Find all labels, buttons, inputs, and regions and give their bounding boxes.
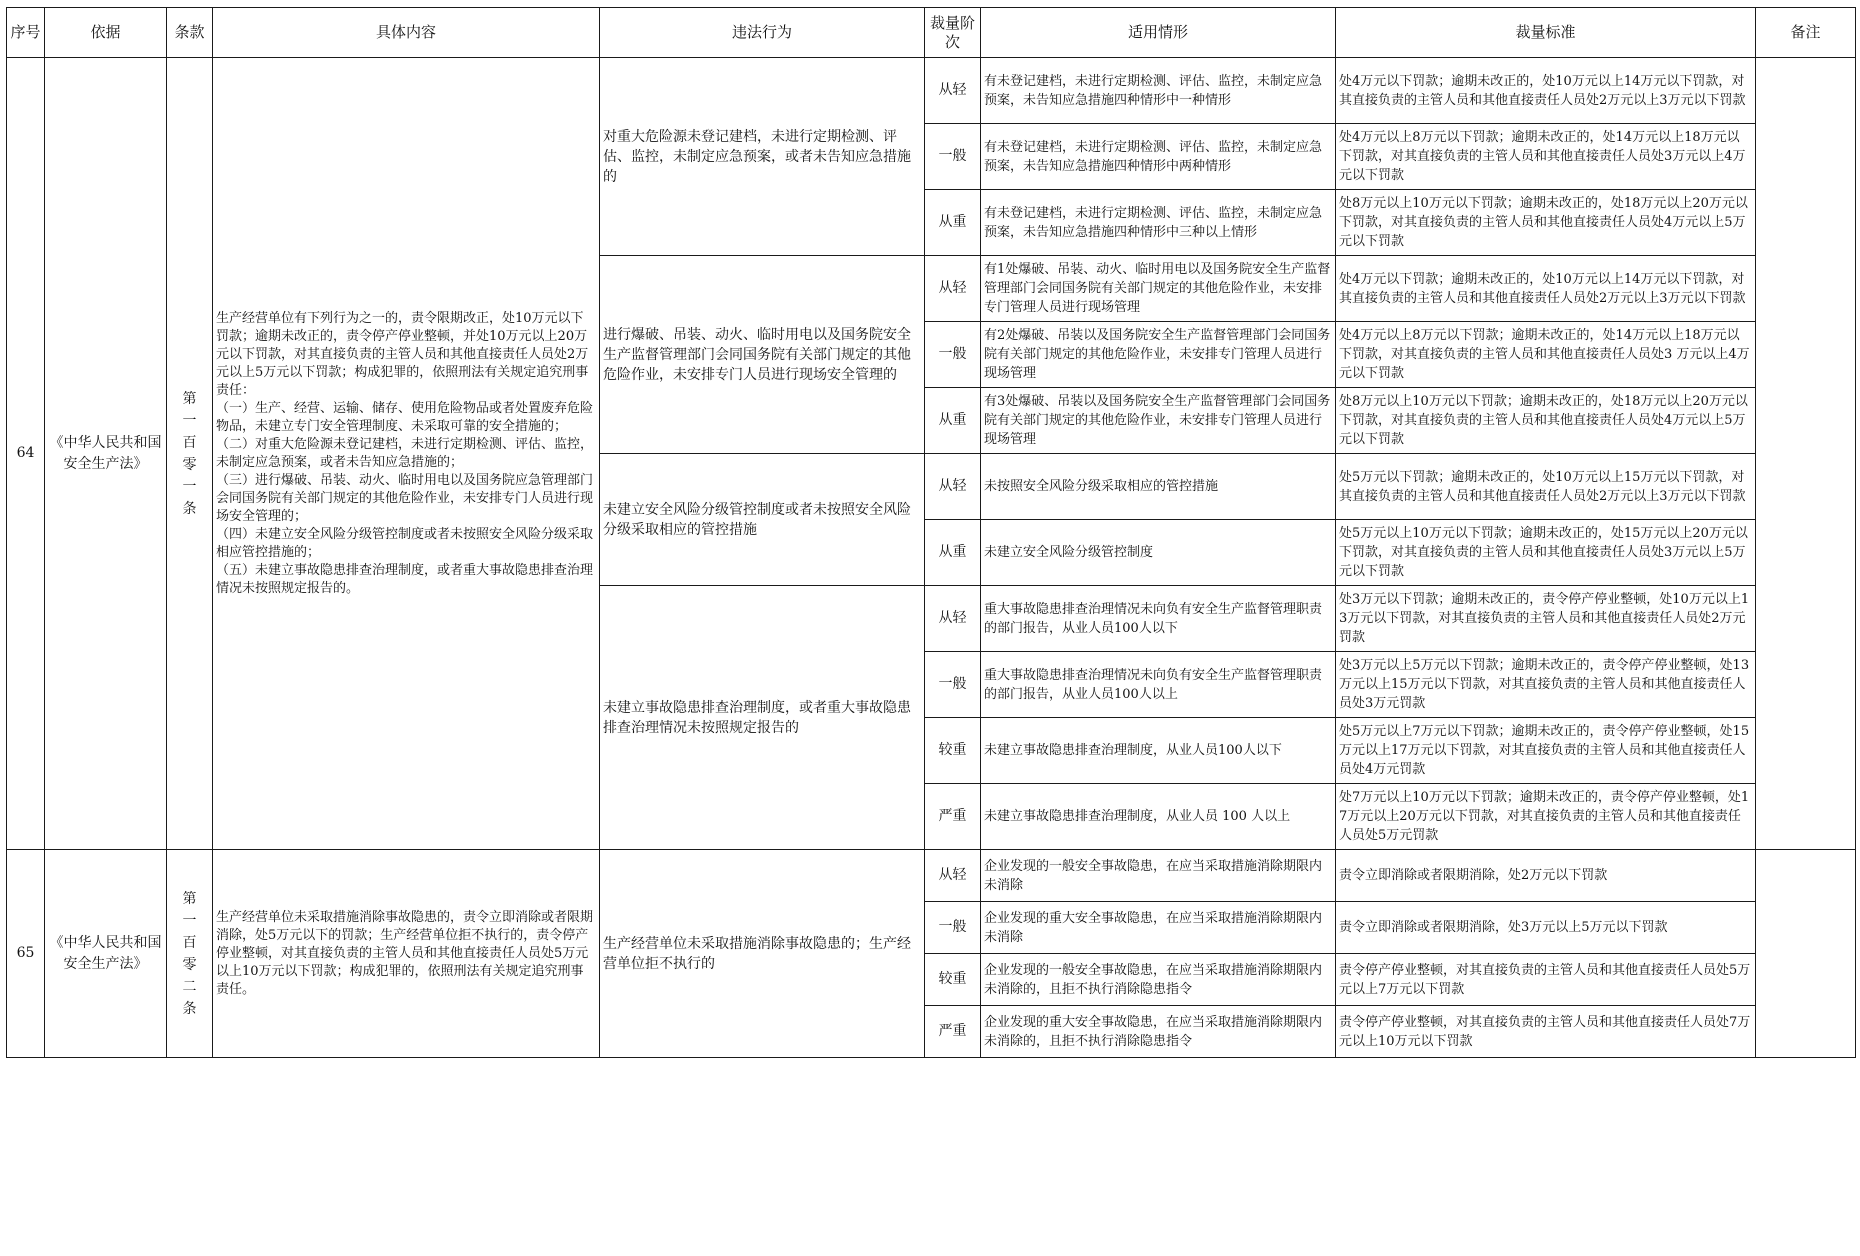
penalty-discretion-table [6,7,1856,1058]
standard-cell: 处5万元以上10万元以下罚款；逾期未改正的，处15万元以上20万元以下罚款，对其直接负责的主管人员和其他直接责任人员处3万元以上5万元以下罚款 [1336,520,1756,586]
situation-cell: 企业发现的一般安全事故隐患，在应当采取措施消除期限内未消除 [981,850,1336,902]
header-violation: 违法行为 [600,8,925,58]
situation-cell: 企业发现的重大安全事故隐患，在应当采取措施消除期限内未消除 [981,902,1336,954]
header-no: 序号 [7,8,45,58]
row-number-64: 64 [7,58,45,850]
level-cell: 从轻 [925,586,981,652]
level-cell: 一般 [925,124,981,190]
level-cell: 从轻 [925,58,981,124]
violation-64-2: 进行爆破、吊装、动火、临时用电以及国务院安全生产监督管理部门会同国务院有关部门规定的其他危险作业，未安排专门人员进行现场安全管理的 [600,256,925,454]
standard-cell: 处5万元以下罚款；逾期未改正的，处10万元以上15万元以下罚款，对其直接负责的主管人员和其他直接责任人员处2万元以上3万元以下罚款 [1336,454,1756,520]
situation-cell: 有2处爆破、吊装以及国务院安全生产监督管理部门会同国务院有关部门规定的其他危险作业，未安排专门管理人员进行现场管理 [981,322,1336,388]
situation-cell: 有3处爆破、吊装以及国务院安全生产监督管理部门会同国务院有关部门规定的其他危险作业，未安排专门管理人员进行现场管理 [981,388,1336,454]
level-cell: 一般 [925,322,981,388]
situation-cell: 重大事故隐患排查治理情况未向负有安全生产监督管理职责的部门报告，从业人员100人以下 [981,586,1336,652]
standard-cell: 处4万元以上8万元以下罚款；逾期未改正的，处14万元以上18万元以下罚款，对其直接负责的主管人员和其他直接责任人员处3 万元以上4万元以下罚款 [1336,322,1756,388]
standard-cell: 处4万元以下罚款；逾期未改正的，处10万元以上14万元以下罚款，对其直接负责的主管人员和其他直接责任人员处2万元以上3万元以下罚款 [1336,58,1756,124]
level-cell: 较重 [925,718,981,784]
standard-cell: 处3万元以下罚款；逾期未改正的，责令停产停业整顿，处10万元以上13万元以下罚款，对其直接负责的主管人员和其他直接责任人员处2万元罚款 [1336,586,1756,652]
level-cell: 从重 [925,520,981,586]
situation-cell: 企业发现的一般安全事故隐患，在应当采取措施消除期限内未消除的，且拒不执行消除隐患指令 [981,954,1336,1006]
content-64 [213,58,600,850]
situation-cell: 未建立事故隐患排查治理制度，从业人员100人以下 [981,718,1336,784]
violation-65: 生产经营单位未采取措施消除事故隐患的；生产经营单位拒不执行的 [600,850,925,1058]
standard-cell: 处3万元以上5万元以下罚款；逾期未改正的，责令停产停业整顿，处13万元以上15万元以下罚款，对其直接负责的主管人员和其他直接责任人员处3万元罚款 [1336,652,1756,718]
level-cell: 一般 [925,652,981,718]
clause-65 [167,850,213,1058]
clause-64 [167,58,213,850]
standard-cell: 处8万元以上10万元以下罚款；逾期未改正的，处18万元以上20万元以下罚款，对其直接负责的主管人员和其他直接责任人员处4万元以上5万元以下罚款 [1336,388,1756,454]
situation-cell: 有1处爆破、吊装、动火、临时用电以及国务院安全生产监督管理部门会同国务院有关部门规定的其他危险作业，未安排专门管理人员进行现场管理 [981,256,1336,322]
standard-cell: 责令停产停业整顿，对其直接负责的主管人员和其他直接责任人员处7万元以上10万元以下罚款 [1336,1006,1756,1058]
violation-64-1: 对重大危险源未登记建档，未进行定期检测、评估、监控，未制定应急预案，或者未告知应急措施的 [600,58,925,256]
header-standard: 裁量标准 [1336,8,1756,58]
remark-64 [1756,58,1856,850]
situation-cell: 有未登记建档，未进行定期检测、评估、监控，未制定应急预案，未告知应急措施四种情形中三种以上情形 [981,190,1336,256]
level-cell: 从轻 [925,454,981,520]
header-basis: 依据 [45,8,167,58]
level-cell: 从轻 [925,256,981,322]
header-content: 具体内容 [213,8,600,58]
content-text: 生产经营单位有下列行为之一的，责令限期改正，处10万元以下罚款；逾期未改正的，责令停产停业整顿，并处10万元以上20万元以下罚款，对其直接负责的主管人员和其他直接责任人员处2万元以上5万元以下罚款；构成犯罪的，依照刑法有关规定追究刑事责任： （一）生产、经营、运输、储存、使用危险物品或者处置废弃危险物品，未建立专门安全管理制度、未采取可靠的安全措施的； （二）对重大危险源未登记建档，未进行定期检测、评估、监控，未制定应急预案，或者未告知应急措施的； （三）进行爆破、吊装、动火、临时用电以及国务院应急管理部门会同国务院有关部门规定的其他危险作业，未安排专门人员进行现场安全管理的； （四）未建立安全风险分级管控制度或者未按照安全风险分级采取相应管控措施的； （五）未建立事故隐患排查治理制度，或者重大事故隐患排查治理情况未按照规定报告的。 [216,310,594,596]
standard-cell: 处4万元以上8万元以下罚款；逾期未改正的，处14万元以上18万元以下罚款，对其直接负责的主管人员和其他直接责任人员处3万元以上4万元以下罚款 [1336,124,1756,190]
clause-text: 第 一 百 零 二 条 [182,890,197,1017]
standard-cell: 责令立即消除或者限期消除，处3万元以上5万元以下罚款 [1336,902,1756,954]
standard-cell: 处4万元以下罚款；逾期未改正的，处10万元以上14万元以下罚款，对其直接负责的主管人员和其他直接责任人员处2万元以上3万元以下罚款 [1336,256,1756,322]
situation-cell: 企业发现的重大安全事故隐患，在应当采取措施消除期限内未消除的，且拒不执行消除隐患指令 [981,1006,1336,1058]
level-cell: 从重 [925,388,981,454]
situation-cell: 有未登记建档，未进行定期检测、评估、监控，未制定应急预案，未告知应急措施四种情形中两种情形 [981,124,1336,190]
violation-64-4: 未建立事故隐患排查治理制度，或者重大事故隐患排查治理情况未按照规定报告的 [600,586,925,850]
header-level: 裁量阶次 [925,8,981,58]
header-situation: 适用情形 [981,8,1336,58]
level-cell: 从轻 [925,850,981,902]
clause-text: 第 一 百 零 一 条 [182,390,197,517]
table-row [7,58,1856,124]
situation-cell: 未建立安全风险分级管控制度 [981,520,1336,586]
header-row [7,8,1856,58]
standard-cell: 责令立即消除或者限期消除，处2万元以下罚款 [1336,850,1756,902]
situation-cell: 有未登记建档，未进行定期检测、评估、监控，未制定应急预案，未告知应急措施四种情形中一种情形 [981,58,1336,124]
legal-basis-65: 《中华人民共和国安全生产法》 [45,850,167,1058]
remark-65 [1756,850,1856,1058]
standard-cell: 处8万元以上10万元以下罚款；逾期未改正的，处18万元以上20万元以下罚款，对其直接负责的主管人员和其他直接责任人员处4万元以上5万元以下罚款 [1336,190,1756,256]
content-65: 生产经营单位未采取措施消除事故隐患的，责令立即消除或者限期消除，处5万元以下的罚款；生产经营单位拒不执行的，责令停产停业整顿，对其直接负责的主管人员和其他直接责任人员处5万元以上10万元以下罚款；构成犯罪的，依照刑法有关规定追究刑事责任。 [213,850,600,1058]
standard-cell: 处7万元以上10万元以下罚款；逾期未改正的，责令停产停业整顿，处17万元以上20万元以下罚款，对其直接负责的主管人员和其他直接责任人员处5万元罚款 [1336,784,1756,850]
row-number-65: 65 [7,850,45,1058]
header-remark: 备注 [1756,8,1856,58]
level-cell: 严重 [925,1006,981,1058]
level-cell: 严重 [925,784,981,850]
situation-cell: 未按照安全风险分级采取相应的管控措施 [981,454,1336,520]
violation-64-3: 未建立安全风险分级管控制度或者未按照安全风险分级采取相应的管控措施 [600,454,925,586]
table-row [7,850,1856,902]
level-cell: 从重 [925,190,981,256]
level-cell: 一般 [925,902,981,954]
situation-cell: 未建立事故隐患排查治理制度，从业人员 100 人以上 [981,784,1336,850]
legal-basis-64: 《中华人民共和国安全生产法》 [45,58,167,850]
header-clause: 条款 [167,8,213,58]
situation-cell: 重大事故隐患排查治理情况未向负有安全生产监督管理职责的部门报告，从业人员100人以上 [981,652,1336,718]
level-cell: 较重 [925,954,981,1006]
standard-cell: 处5万元以上7万元以下罚款；逾期未改正的，责令停产停业整顿，处15万元以上17万元以下罚款，对其直接负责的主管人员和其他直接责任人员处4万元罚款 [1336,718,1756,784]
standard-cell: 责令停产停业整顿，对其直接负责的主管人员和其他直接责任人员处5万元以上7万元以下罚款 [1336,954,1756,1006]
